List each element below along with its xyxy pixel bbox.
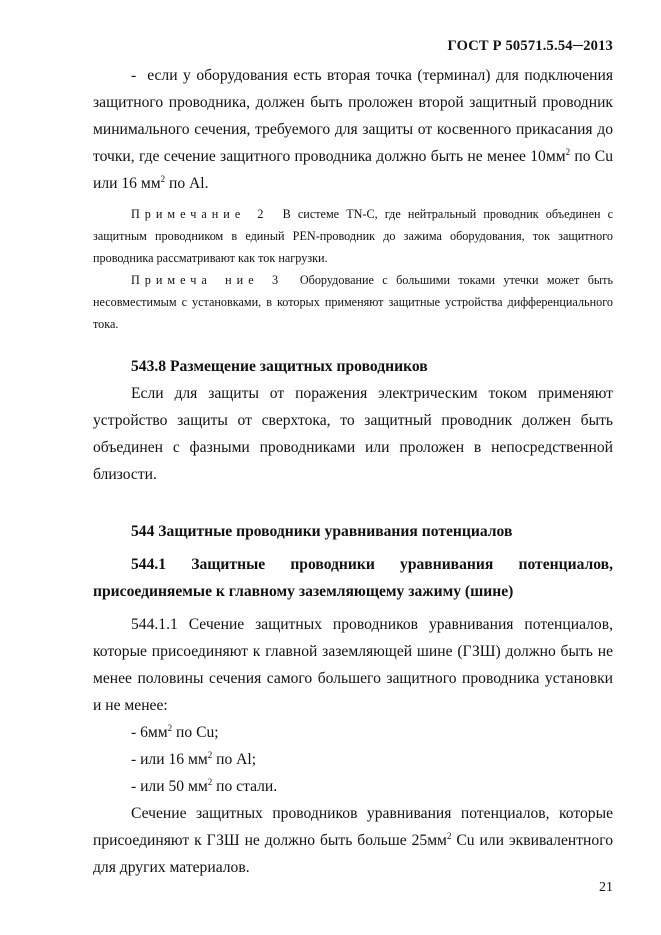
note-2 bbox=[93, 203, 613, 269]
page-body bbox=[93, 62, 613, 881]
note-3-label: Примеча ние 3 bbox=[131, 273, 284, 287]
section-544-1-title-line2: присоединяемые к главному заземляющему зажиму (шине) bbox=[93, 583, 514, 600]
paragraph-max-section: Сечение защитных проводников уравнивания потенциалов, которые присоединяют к ГЗШ не должно быть больше $25мм^2$ Cu или эквивалентного для других материалов. bbox=[93, 805, 613, 876]
section-543-8-text: Если для защиты от поражения электрическим током применяют устройство защиты от сверхтока, то защитный проводник должен быть объединен с фазными проводниками или проложен в непосредственной близости. bbox=[93, 385, 613, 483]
standard-header: ГОСТ Р 50571.5.54─2013 bbox=[447, 38, 613, 54]
note-2-text: В системе TN-C, где нейтральный проводник объединен с защитным проводником в единый PEN-проводник до зажима оборудования, ток защитного проводника рассматривают как ток нагрузки. bbox=[93, 207, 614, 265]
note-2-label: Примечание 2 bbox=[131, 207, 269, 221]
section-543-8-title: 543.8 Размещение защитных проводников bbox=[131, 358, 428, 375]
paragraph-second-terminal: - если у оборудования есть вторая точка (терминал) для подключения защитного проводника, должен быть проложен второй защитный проводник минимального сечения, требуемого для защиты от косвенного прикасания до точки, где сечение защитного проводника должно быть не менее $10мм^2$ по Cu или 16 $мм^2$ по Al. bbox=[93, 67, 614, 192]
list-dash: - bbox=[131, 67, 137, 84]
note-3-text: Оборудование с большими токами утечки может быть несовместимым с установками, в которых применяют защитные устройства дифференциального тока. bbox=[93, 273, 613, 331]
note-3 bbox=[93, 269, 613, 335]
list-item-steel: - или 50 $мм^2$ по стали. bbox=[131, 777, 278, 795]
page-number: 21 bbox=[599, 880, 613, 895]
section-544-1-title-line1: 544.1 Защитные проводники уравнивания потенциалов, bbox=[131, 556, 613, 573]
section-544-1-1-text: 544.1.1 Сечение защитных проводников уравнивания потенциалов, которые присоединяют к главной заземляющей шине (ГЗШ) должно быть не менее половины сечения самого большего защитного проводника установки и не менее: bbox=[93, 616, 613, 714]
list-item-cu: - $6мм^2$ по Cu; bbox=[131, 723, 219, 741]
list-item-al: - или 16 $мм^2$ по Al; bbox=[131, 750, 257, 768]
section-544-title: 544 Защитные проводники уравнивания потенциалов bbox=[131, 523, 513, 540]
